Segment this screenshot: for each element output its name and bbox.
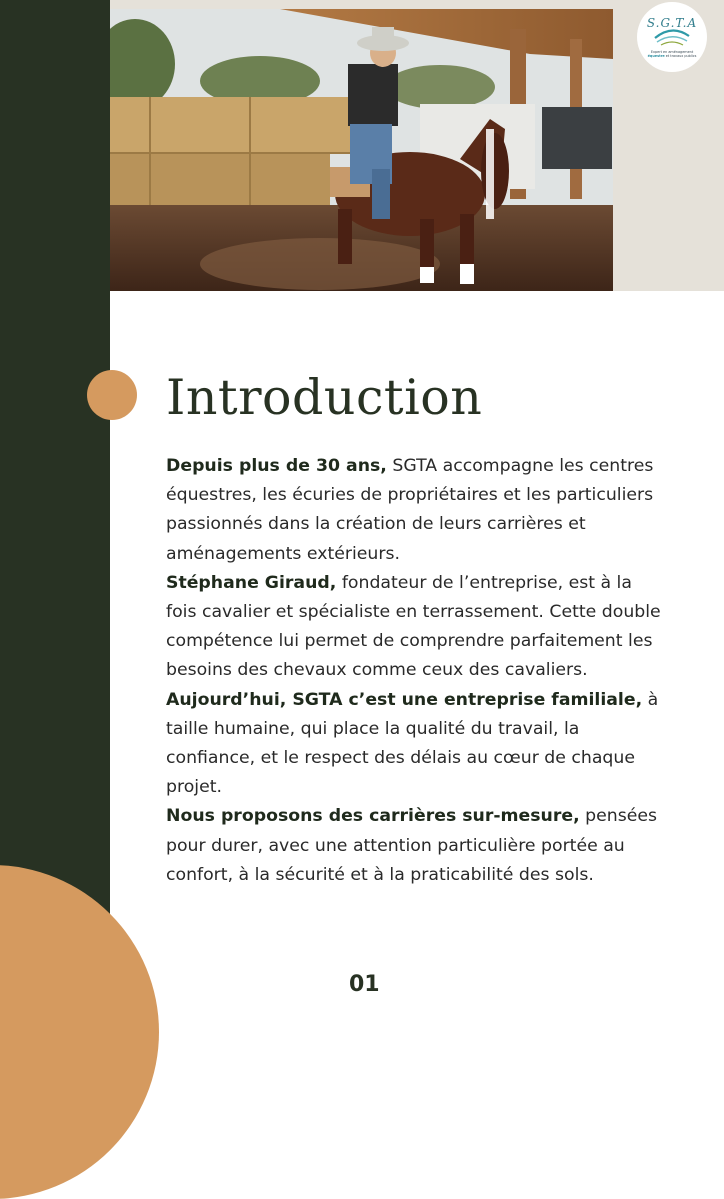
sgta-logo — [637, 2, 707, 72]
intro-body — [166, 452, 666, 890]
logo-name: S.G.T.A — [646, 16, 698, 30]
paragraph — [166, 802, 666, 890]
paragraph — [166, 452, 666, 569]
paragraph-text: à taille humaine, qui place la qualité du travail, la confiance, et le respect des délais au cœur de chaque projet. — [166, 689, 659, 798]
decorative-dot — [87, 370, 137, 420]
paragraph — [166, 686, 666, 803]
page-title: Introduction — [166, 369, 483, 426]
paragraph-lead: Stéphane Giraud, — [166, 572, 337, 593]
paragraph-lead: Depuis plus de 30 ans, — [166, 456, 387, 476]
logo-tagline: Expert en aménagement équestre et travaux publics — [647, 50, 697, 58]
decorative-arc — [0, 865, 159, 1199]
paragraph-text: fondateur de l’entreprise, est à la fois cavalier et spécialiste en terrassement. Cette double compétence lui permet de comprendre parfaitement les besoins des chevaux comme ceux des cavaliers. — [166, 572, 661, 681]
horse-rider-photo — [110, 9, 613, 291]
paragraph-text: SGTA accompagne les centres équestres, les écuries de propriétaires et les particuliers passionnés dans la création de leurs carrières et aménagements extérieurs. — [166, 456, 654, 564]
paragraph — [166, 569, 666, 686]
page-number: 01 — [349, 972, 380, 997]
paragraph-text: pensées pour durer, avec une attention particulière portée au confort, à la sécurité et à la praticabilité des sols. — [166, 806, 657, 885]
paragraph-lead: Aujourd’hui, SGTA c’est une entreprise familiale, — [166, 689, 643, 710]
paragraph-lead: Nous proposons des carrières sur-mesure, — [166, 806, 580, 827]
